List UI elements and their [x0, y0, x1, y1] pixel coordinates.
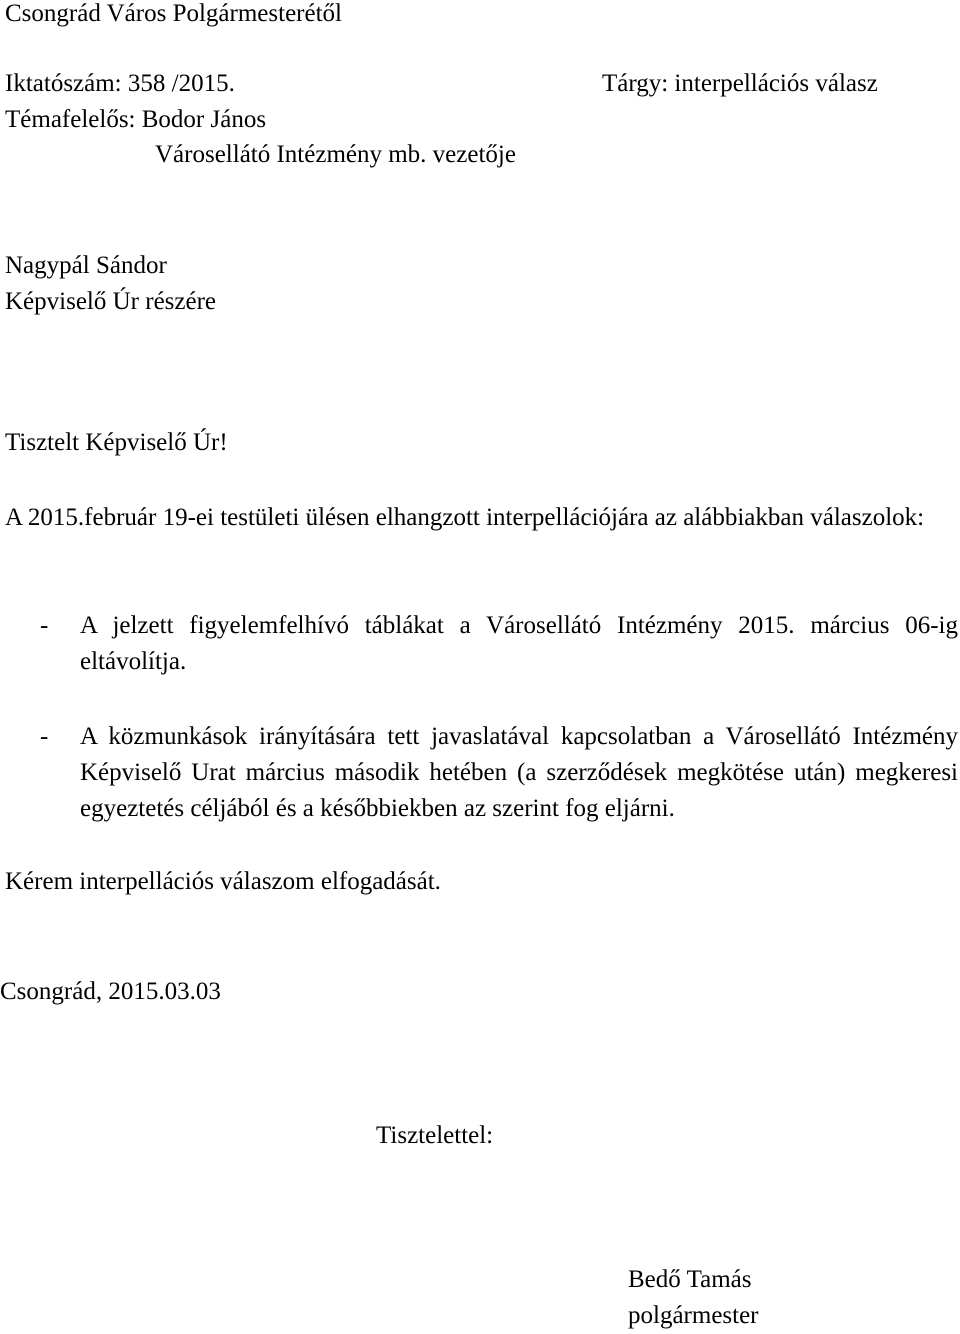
responsible-title: Városellátó Intézmény mb. vezetője [155, 141, 516, 168]
sender-line: Csongrád Város Polgármesterétől [5, 0, 342, 27]
recipient-name: Nagypál Sándor [5, 252, 167, 279]
signer-name: Bedő Tamás [628, 1266, 752, 1293]
list-item: A közmunkások irányítására tett javaslatával kapcsolatban a Városellátó Intézmény Képviselő Urat március második hetében (a szerződések megkötése után) megkeresi egyeztetés céljából és a későbbiekben az szerint fog eljárni. [80, 723, 958, 822]
subject-line: Tárgy: interpellációs válasz [602, 70, 878, 97]
bullet-marker: - [40, 612, 49, 639]
intro-paragraph: A 2015.február 19-ei testületi ülésen elhangzott interpellációjára az alábbiakban válaszolok: [5, 504, 925, 531]
greeting: Tisztelettel: [376, 1122, 494, 1149]
recipient-line2: Képviselő Úr részére [5, 288, 217, 315]
place-date: Csongrád, 2015.03.03 [0, 978, 221, 1005]
list-item: A jelzett figyelemfelhívó táblákat a Városellátó Intézmény 2015. március 06-ig eltávolítja. [80, 612, 958, 675]
bullet-marker: - [40, 723, 49, 750]
responsible-person: Témafelelős: Bodor János [5, 106, 267, 133]
salutation: Tisztelt Képviselő Úr! [5, 429, 228, 456]
closing-request: Kérem interpellációs válaszom elfogadását. [5, 868, 441, 895]
signer-title: polgármester [628, 1302, 759, 1329]
reference-number: Iktatószám: 358 /2015. [5, 70, 235, 97]
